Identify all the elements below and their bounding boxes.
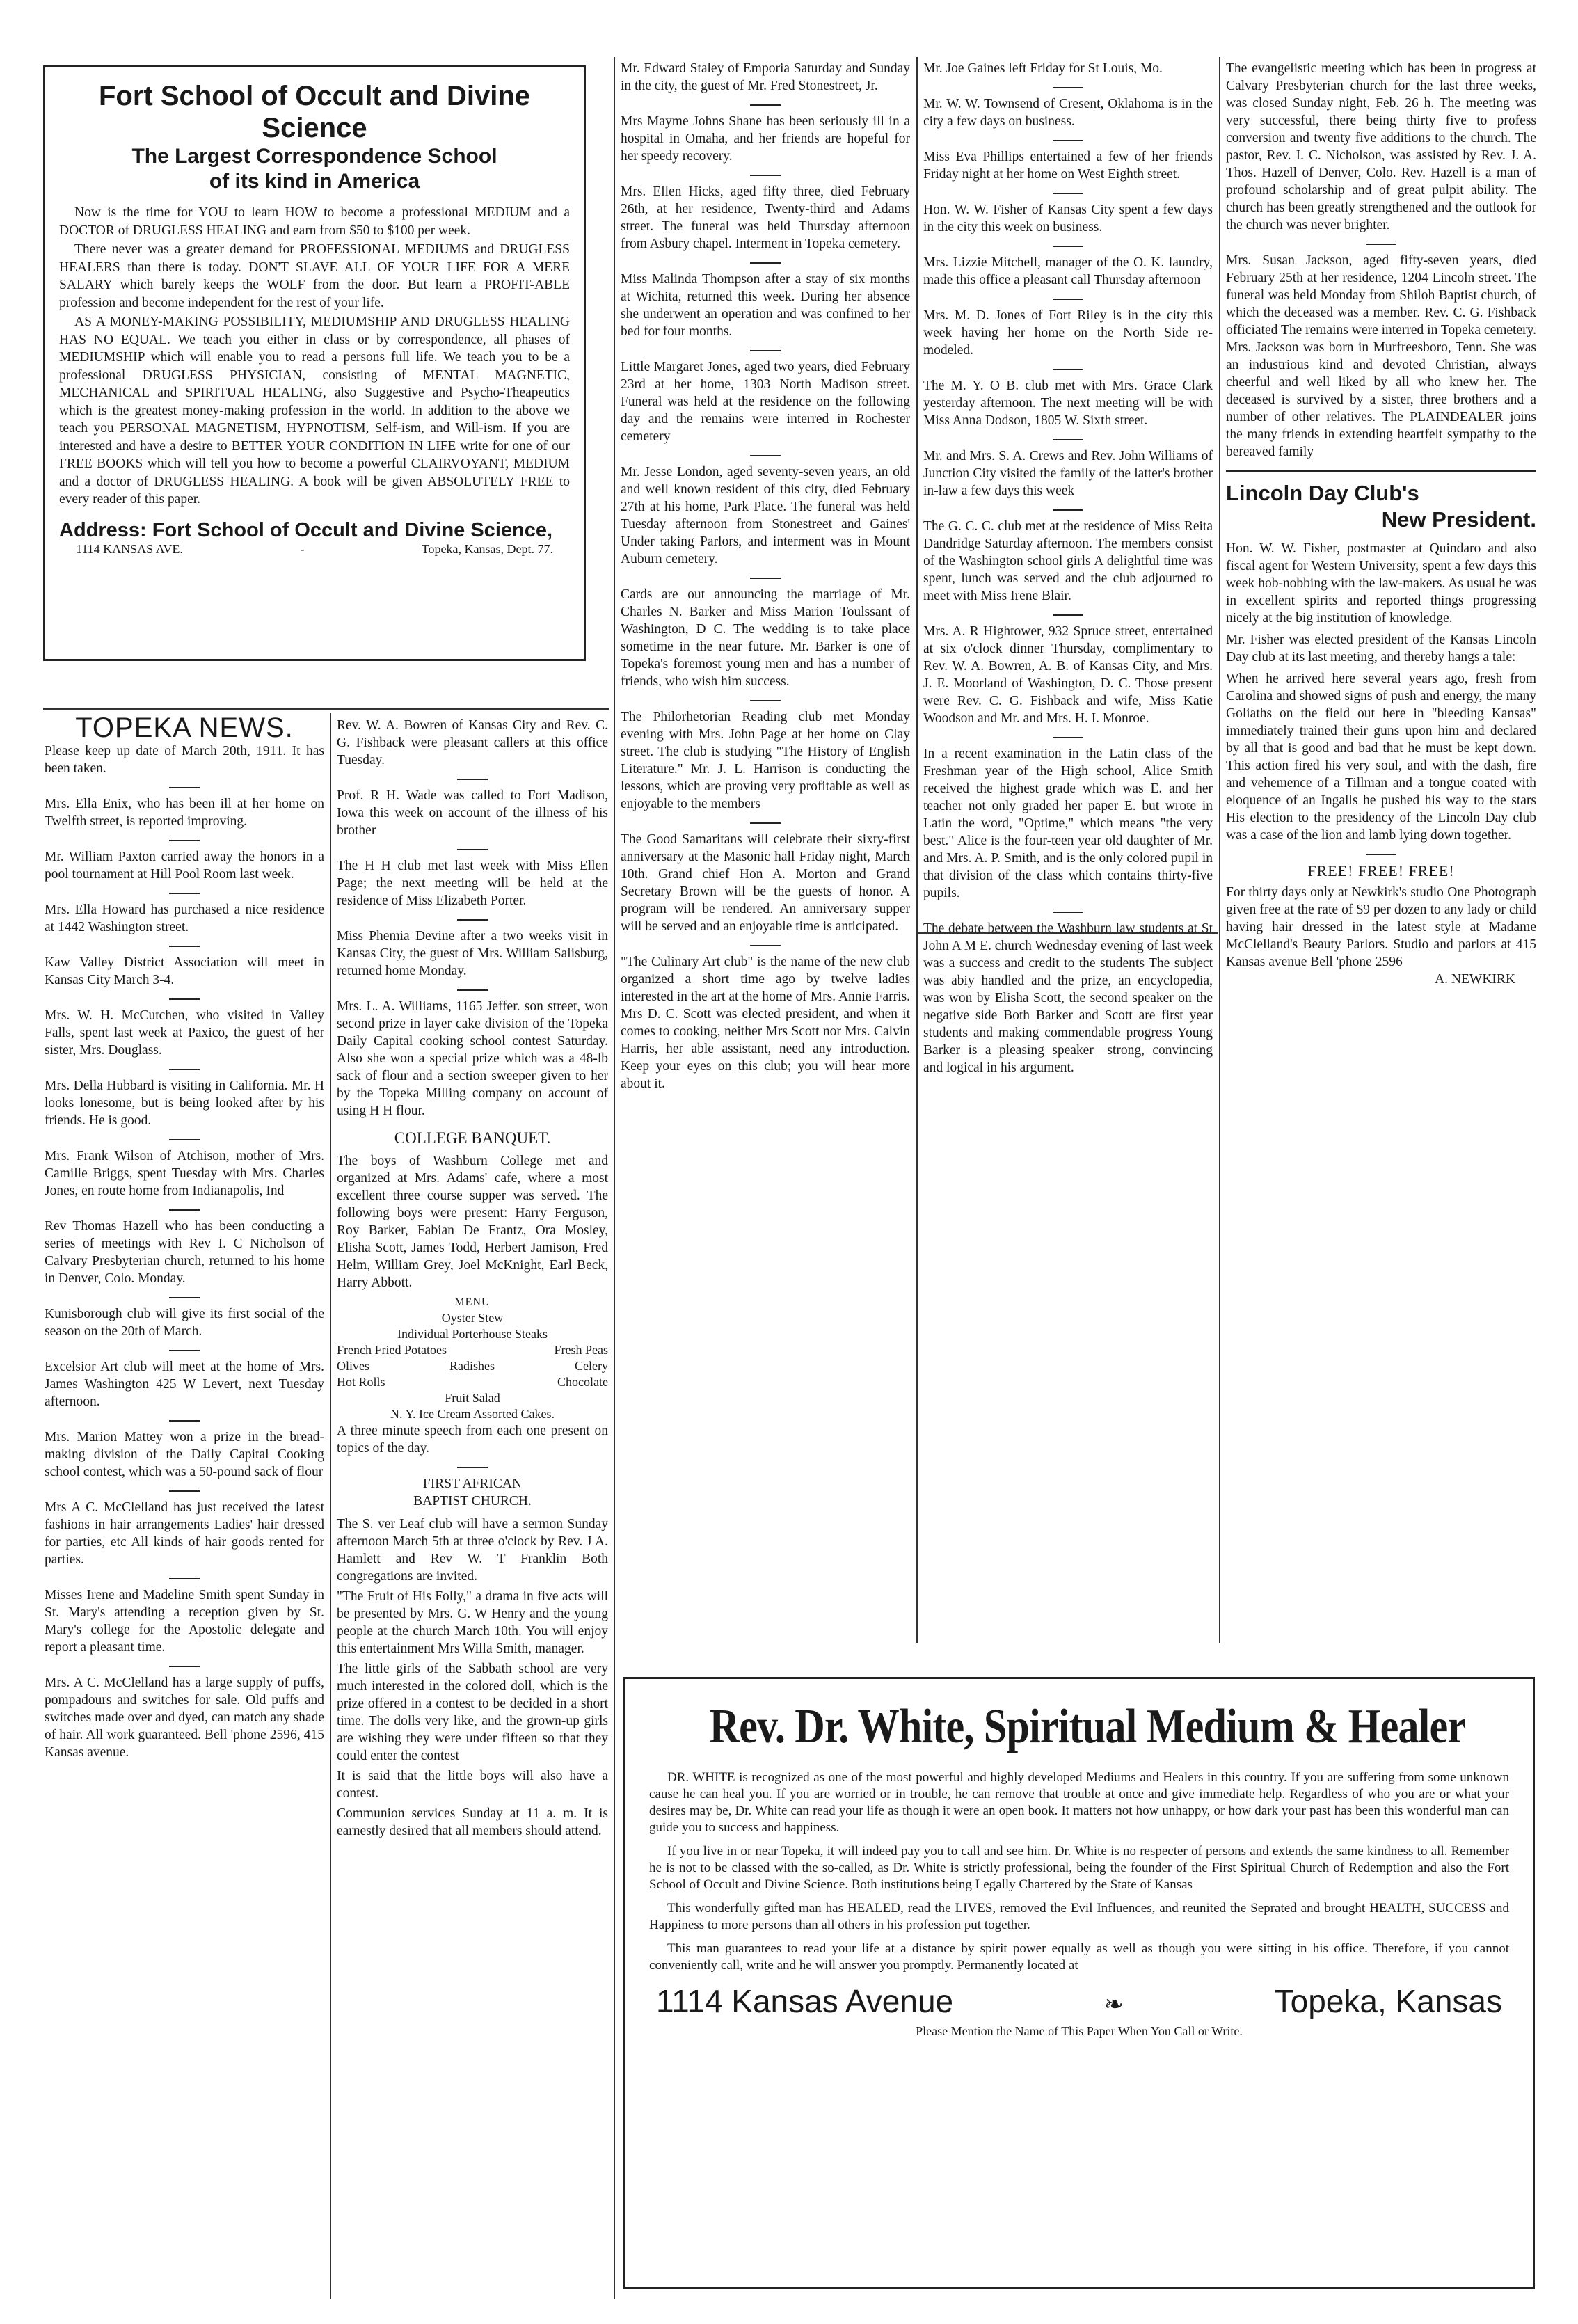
news-column-5 [1226,60,1536,1653]
news-item: The evangelistic meeting which has been in progress at Calvary Presbyterian church for the last three weeks, was closed Sunday night, Feb. 26 h. The meeting was very successful, there being thirty five to profess conversion and twenty five additions to the church. The pastor, Rev. I. C. Nicholson, was assisted by Rev. J. A. Thos. Hazell of Denver, Colo. Rev. Hazell is a man of profound scholarship and of great pulpit ability. The church has been greatly strengthened and the outlook for the church was never brighter. [1226,61,1536,232]
leaf-ornament-icon: ❧ [1103,1991,1124,2018]
fort-ad-paragraph: Now is the time for YOU to learn HOW to become a professional MEDIUM and a DOCTOR of DRUGLESS HEALING and earn from $50 to $100 per week. [59,205,570,238]
menu-line: Radishes [449,1359,495,1373]
column-rule [1219,57,1220,1643]
white-ad-title: Rev. Dr. White, Spiritual Medium & Healer [709,1700,1466,1753]
news-item: Mrs. Della Hubbard is visiting in California. Mr. H looks lonesome, but is being looked after by his friends. He is good. [45,1079,324,1128]
free-ad-signature: A. NEWKIRK [1435,972,1515,987]
fort-ad-subtitle-2: of its kind in America [209,170,420,193]
free-ad-text: For thirty days only at Newkirk's studio One Photograph given free at the rate of $9 per dozen to any lady or child having hair dressed in the latest style at Madame McClelland's Beauty Parlors. Studio and parlors at 415 Kansas avenue Bell 'phone 2596 [1226,885,1536,969]
fort-ad-paragraph: AS A MONEY-MAKING POSSIBILITY, MEDIUMSHIP AND DRUGLESS HEALING HAS NO EQUAL. We teach you either in class or by correspondence, all phases of MEDIUMSHIP which will enable you to read a persons full life. We teach you to be a professional DRUGLESS PHYSICIAN, consisting of MENTAL MAGNETIC, MECHANICAL and SPIRITUAL HEALING, also Suggestive and Psycho-Theapeutics which is the greatest money-making profession in the world. In addition to the above we teach you PERSONAL MAGNETISM, HYPNOTISM, Self-ism, and Will-ism. If you are interested and have a desire to BETTER YOUR CONDITION IN LIFE write for one of our FREE BOOKS which will tell you how to become a powerful CLAIRVOYANT, MEDIUM and a doctor of DRUGLESS HEALING. A book will be given ABSOLUTELY FREE to every reader of this paper. [59,315,570,507]
item-separator [1366,854,1396,855]
item-separator [169,1069,200,1070]
item-separator [1053,299,1083,300]
lincoln-title-2: New President. [1381,507,1536,532]
news-item: Mr. Edward Staley of Emporia Saturday and Sunday in the city, the guest of Mr. Fred Stonestreet, Jr. [621,61,910,93]
news-item: The S. ver Leaf club will have a sermon Sunday afternoon March 5th at three o'clock by Rev. J A. Hamlett and Rev W. T Franklin Both congregations are invited. [337,1517,608,1584]
free-photo-ad [1226,862,1536,988]
topeka-news-column-2 [337,717,608,2303]
white-ad-paragraph: This wonderfully gifted man has HEALED, read the LIVES, removed the Evil Influences, and reunited the Seprated and brought HEALTH, SUCCESS and Happiness to more persons than all others in his profession put together. [649,1901,1509,1932]
news-item: Mrs. M. D. Jones of Fort Riley is in the city this week having her home on the North Side re-modeled. [923,308,1213,358]
item-separator [1053,140,1083,141]
news-item: Mrs. Ellen Hicks, aged fifty three, died February 26th, at her residence, Twenty-third and Adams street. The funeral was held Thursday afternoon from Asbury chapel. Interment in Topeka cemetery. [621,184,910,251]
banquet-text: The boys of Washburn College met and organized at Mrs. Adams' cafe, where a most excellent three course supper was served. The following boys were present: Harry Ferguson, Roy Barker, Fabian De Frantz, Ora Mosley, Elisha Scott, James Todd, Herbert Jamison, Fred Helm, William Grey, Joel McKnight, Earl Beck, Harry Abbott. [337,1154,608,1290]
news-item: Mrs. Ella Howard has purchased a nice residence at 1442 Washington street. [45,902,324,934]
white-ad-paragraph: This man guarantees to read your life at a distance by spirit power equally as well as though you were sitting in his office. Therefore, if you cannot conveniently call, write and he will answer you promptly. Permanently located at [649,1941,1509,1973]
news-item: Mr. W. W. Townsend of Cresent, Oklahoma is in the city a few days on business. [923,97,1213,129]
menu-row [337,1342,608,1358]
news-item: Kunisborough club will give its first social of the season on the 20th of March. [45,1307,324,1339]
item-separator [750,455,781,456]
white-ad-paragraph: If you live in or near Topeka, it will indeed pay you to call and see him. Dr. White is no respecter of persons and extends the same kindness to all. Remember he is not to be classed with the so-called, as Dr. White is strictly professional, being the founder of the First Spiritual Church of Redemption and also the Fort School of Occult and Divine Science. Both institutions being Legally Chartered by the State of Kansas [649,1844,1509,1892]
news-item: Rev. W. A. Bowren of Kansas City and Rev. C. G. Fishback were pleasant callers at this office Tuesday. [337,718,608,767]
news-item: Mrs A C. McClelland has just received the latest fashions in hair arrangements Ladies' hair dressed for parties, etc All kinds of hair goods rented for parties. [45,1500,324,1567]
lincoln-title-1: Lincoln Day Club's [1226,481,1419,505]
item-separator [457,849,488,850]
item-separator [457,1467,488,1468]
news-item: Misses Irene and Madeline Smith spent Sunday in St. Mary's attending a reception given by St. Mary's college for the Apostolic delegate and report a pleasant time. [45,1588,324,1655]
news-item: Mrs. A C. McClelland has a large supply of puffs, pompadours and switches for sale. Old puffs and switches made over and dyed, can match any shade of hair. All work guaranteed. Bell 'phone 2596, 415 Kansas avenue. [45,1676,324,1760]
menu-line: Individual Porterhouse Steaks [397,1327,548,1341]
item-separator [169,1297,200,1298]
news-item: Mrs Mayme Johns Shane has been seriously ill in a hospital in Omaha, and her friends are hopeful for her speedy recovery. [621,114,910,164]
column-rule [916,57,918,1643]
news-item: Mrs. L. A. Williams, 1165 Jeffer. son street, won second prize in layer cake division of the Topeka Daily Capital cooking school contest Saturday. Also she won a special prize which was a 48-lb sack of flour and a section sweeper given to her by the Topeka Milling company on account of using H H flour. [337,999,608,1118]
item-separator [1053,614,1083,616]
news-item: Mr. and Mrs. S. A. Crews and Rev. John Williams of Junction City visited the family of the latter's brother in-law a few days this week [923,449,1213,498]
news-item: Rev Thomas Hazell who has been conducting a series of meetings with Rev I. C Nicholson of Calvary Presbyterian church, returned to his home in Denver, Colo. Monday. [45,1219,324,1286]
item-separator [169,1350,200,1351]
menu-row [337,1374,608,1390]
lincoln-paragraph: Mr. Fisher was elected president of the Kansas Lincoln Day club at its last meeting, and thereby hangs a tale: [1226,632,1536,664]
news-item: Hon. W. W. Fisher of Kansas City spent a few days in the city this week on business. [923,202,1213,234]
white-ad-location [649,1982,1509,2020]
news-item: Miss Phemia Devine after a two weeks visit in Kansas City, the guest of Mrs. William Salisburg, returned home Monday. [337,929,608,978]
news-item: Cards are out announcing the marriage of Mr. Charles N. Barker and Miss Marion Toulssant of Washington, D C. The wedding is to take place sometime in the near future. Mr. Barker is one of Topeka's foremost young men and has a number of friends, who wish him success. [621,587,910,689]
item-separator [750,578,781,579]
item-separator [169,840,200,841]
news-item: Mrs. A. R Hightower, 932 Spruce street, entertained at six o'clock dinner Thursday, complimentary to Rev. W. A. Bowren, A. B. of Kansas City, and Mrs. J. E. Moorland of Washington, D. C. Those present were Rev. C. G. Fishback and wife, Miss Katie Woodson and Mr. and Mrs. H. I. Monroe. [923,624,1213,726]
item-separator [169,1139,200,1140]
item-separator [1053,193,1083,194]
item-separator [750,262,781,264]
item-separator [169,1209,200,1211]
item-separator [169,998,200,1000]
item-separator [1053,439,1083,440]
item-separator [1053,87,1083,88]
white-ad-street: 1114 Kansas Avenue [656,1983,954,2019]
news-item: Mr. William Paxton carried away the honors in a pool tournament at Hill Pool Room last week. [45,850,324,882]
fort-ad-address-line [59,542,570,557]
fort-ad-address: Address: Fort School of Occult and Divine Science, [59,518,553,541]
news-item: Kaw Valley District Association will meet in Kansas City March 3-4. [45,955,324,987]
fort-ad-paragraph: There never was a greater demand for PROFESSIONAL MEDIUMS and DRUGLESS HEALERS than there is today. DON'T SLAVE ALL OF YOUR LIFE FOR A MERE SALARY which barely keeps the WOLF from the door. But learn a PROFIT-ABLE profession and become independent for the rest of your life. [59,242,570,310]
lincoln-day-article [1226,480,1536,844]
menu-line: French Fried Potatoes [337,1343,447,1357]
lincoln-paragraph: Hon. W. W. Fisher, postmaster at Quindaro and also fiscal agent for Western University, spent a few days this week hob-nobbing with the law-makers. As usual he was in excellent spirits and reported things progressing nicely at the big institution of knowledge. [1226,541,1536,626]
lincoln-paragraph: When he arrived here several years ago, fresh from Carolina and showed signs of push and energy, the many Goliaths on the field out here in "bleeding Kansas" immediately trained their guns upon him and declared by all that is good and bad that he must be kept down. This action fired his very soul, and with the dash, fire and vehemence of a Tillman and a tongue coated with eloquence of an Ingalls he pushed his way to the stars His election to the presidency of the Lincoln Day club was a case of the lion and lamb lying down together. [1226,671,1536,843]
fort-ad-dash: - [300,541,305,556]
baptist-heading-1: FIRST AFRICAN [422,1477,523,1491]
news-item: Please keep up date of March 20th, 1911. It has been taken. [45,744,324,776]
news-item: The debate between the Washburn law students at St John A M E. church Wednesday evening of last week was a success and credit to the students The subject was abiy handled and the prize, an encyclopedia, was won by Elisha Scott, the second speaker on the negative side Both Barker and Scott are first year students and making commendable progress Young Barker is a pleasing speaker—strong, convincing and logical in his argument. [923,921,1213,1075]
menu-line: Olives [337,1359,369,1373]
item-separator [1053,369,1083,370]
item-separator [1053,246,1083,247]
menu-line: Chocolate [557,1375,608,1389]
news-item: Mr. Jesse London, aged seventy-seven years, an old and well known resident of this city, died February 27th at his home, Park Place. The funeral was held Tuesday afternoon from Stonestreet and Gaines' Under taking Parlors, and interment was in Mount Auburn cemetery. [621,465,910,566]
item-separator [169,1490,200,1492]
news-item: Mrs. Ella Enix, who has been ill at her home on Twelfth street, is reported improving. [45,797,324,829]
news-column-4 [923,60,1213,1643]
item-separator [169,893,200,894]
news-item: Communion services Sunday at 11 a. m. It is earnestly desired that all members should attend. [337,1806,608,1838]
news-column-3 [621,60,910,1643]
news-item: Mrs. Susan Jackson, aged fifty-seven years, died February 25th at her residence, 1204 Lincoln street. The funeral was held Monday from Shiloh Baptist church, of which the deceased was a member. Rev. C. G. Fishback officiated The remains were interred in Topeka cemetery. Mrs. Jackson was born in Murfreesboro, Tenn. She was an industrious kind and devoted Christian, always cheerful and well liked by all who knew her. The deceased is survived by a sister, three brothers and a number of other relatives. The PLAINDEALER joins the many friends in extending heartfelt sympathy to the bereaved family [1226,253,1536,459]
item-separator [750,700,781,701]
item-separator [1053,509,1083,511]
item-separator [169,1666,200,1667]
item-separator [169,787,200,788]
menu-line: Fresh Peas [554,1343,608,1357]
news-item: Mr. Joe Gaines left Friday for St Louis, Mo. [923,61,1163,76]
news-item: The Good Samaritans will celebrate their sixty-first anniversary at the Masonic hall Friday night, March 10th. Grand chief Hon A. Morton and Grand Secretary Brown will be the guests of honor. A program will be rendered. An anniversary supper will be served and an enjoyable time is anticipated. [621,832,910,934]
item-separator [169,1420,200,1422]
fort-ad-title: Fort School of Occult and Divine Science [98,81,531,143]
fort-ad-body [59,204,570,509]
news-item: Mrs. W. H. McCutchen, who visited in Valley Falls, spent last week at Paxico, the guest of her sister, Mrs. Douglass. [45,1008,324,1058]
news-item: Prof. R H. Wade was called to Fort Madison, Iowa this week on account of the illness of his brother [337,788,608,838]
white-ad-note: Please Mention the Name of This Paper When You Call or Write. [916,2024,1243,2038]
news-item: Miss Malinda Thompson after a stay of six months at Wichita, returned this week. During her absence she underwent an operation and was confined to her bed for four months. [621,272,910,339]
item-separator [1366,244,1396,245]
section-rule [43,708,609,710]
fort-ad-subtitle-1: The Largest Correspondence School [132,145,497,168]
news-item: In a recent examination in the Latin class of the Freshman year of the High school, Alice Smith received the highest grade which was E. and her teacher not only graded her paper E. but wrote in Latin the word, "Optime," which means "the very best." Alice is the four-teen year old daughter of Mr. and Mrs. A. P. Smith, and is the only colored pupil in that division of the class which contains thirty-five pupils. [923,747,1213,900]
topeka-news-title: TOPEKA NEWS. [75,717,294,743]
news-item: The M. Y. O B. club met with Mrs. Grace Clark yesterday afternoon. The next meeting will be with Miss Anna Dodson, 1805 W. Sixth street. [923,379,1213,428]
column-rule [330,713,331,2299]
column-rule [614,57,615,2299]
fort-ad-street: 1114 KANSAS AVE. [76,541,183,556]
news-item: "The Fruit of His Folly," a drama in five acts will be presented by Mrs. G. W Henry and the young people at the church March 10th. You will enjoy this entertainment Mrs Willa Smith, manager. [337,1589,608,1656]
news-item: "The Culinary Art club" is the name of the new club organized a short time ago by twelve ladies interested in the art at the home of Mrs. Annie Farris. Mrs D. C. Scott was elected president, and when it comes to cooking, neither Mrs Scott nor Mrs. Calvin Harris, her able assistant, need any introduction. Keep your eyes on this club; you will hear more about it. [621,955,910,1091]
item-separator [457,989,488,991]
item-separator [750,945,781,946]
menu-line: Hot Rolls [337,1375,385,1389]
white-ad-paragraph: DR. WHITE is recognized as one of the most powerful and highly developed Mediums and Healers in this country. If you are suffering from some unknown cause he can heal you. If you are worried or in trouble, he can remove that trouble at once and give immediate help. Regardless of who you are or what your desires may be, Dr. White can read your life as though it were an open book. It matters not how unhappy, or how dark your past has been this wonderful man can guide you to success and happiness. [649,1770,1509,1835]
item-separator [750,822,781,824]
news-item: Miss Eva Phillips entertained a few of her friends Friday night at her home on West Eighth street. [923,150,1213,182]
item-separator [1053,737,1083,738]
item-separator [457,919,488,921]
dr-white-ad [623,1677,1535,2289]
item-separator [1053,912,1083,913]
lincoln-heading [1226,480,1536,533]
menu-line: Oyster Stew [441,1311,504,1325]
news-item: The little girls of the Sabbath school are very much interested in the colored doll, which is the prize offered in a contest to be decided in a short time. The dolls very like, and the grown-up girls are wishing they were under fifteen so that they could enter the contest [337,1662,608,1763]
white-ad-body [649,1769,1509,1974]
item-separator [750,175,781,176]
white-ad-city: Topeka, Kansas [1274,1983,1502,2019]
item-separator [169,1578,200,1579]
section-rule [1226,470,1536,472]
news-item: Little Margaret Jones, aged two years, died February 23rd at her home, 1303 North Madison street. Funeral was held at the residence on the following day and the remains were interred in Rochester cemetery [621,360,910,444]
news-item: A three minute speech from each one present on topics of the day. [337,1424,608,1456]
news-item: Mrs. Frank Wilson of Atchison, mother of Mrs. Camille Briggs, spent Tuesday with Mrs. Charles Jones, en route home from Indianapolis, Ind [45,1149,324,1198]
free-ad-title: FREE! FREE! FREE! [1307,862,1455,880]
fort-school-ad [43,65,586,661]
menu-line: Fruit Salad [445,1391,500,1405]
news-item: It is said that the little boys will also have a contest. [337,1769,608,1801]
item-separator [750,104,781,106]
banquet-menu [337,1294,608,1422]
banquet-heading: COLLEGE BANQUET. [394,1129,551,1147]
news-item: Excelsior Art club will meet at the home of Mrs. James Washington 425 W Levert, next Tuesday afternoon. [45,1360,324,1409]
news-item: The H H club met last week with Miss Ellen Page; the next meeting will be held at the residence of Miss Elizabeth Porter. [337,859,608,908]
menu-title: MENU [454,1296,491,1308]
menu-line: N. Y. Ice Cream Assorted Cakes. [390,1407,555,1421]
item-separator [169,946,200,947]
item-separator [457,779,488,780]
menu-row [337,1358,608,1374]
item-separator [750,350,781,351]
baptist-heading-2: BAPTIST CHURCH. [413,1494,532,1509]
fort-ad-city: Topeka, Kansas, Dept. 77. [421,541,553,556]
menu-line: Celery [575,1359,608,1373]
news-item: Mrs. Lizzie Mitchell, manager of the O. K. laundry, made this office a pleasant call Thursday afternoon [923,255,1213,287]
news-item: The G. C. C. club met at the residence of Miss Reita Dandridge Saturday afternoon. The members consist of the Washington school girls A delightful time was spent, lunch was served and the club adjourned to meet with Miss Irene Blair. [923,519,1213,603]
news-item: Mrs. Marion Mattey won a prize in the bread-making division of the Daily Capital Cooking school contest, which was a 50-pound sack of flour [45,1430,324,1479]
news-item: The Philorhetorian Reading club met Monday evening with Mrs. John Page at her home on Clay street. The club is studying "The History of English Literature." Mr. J. L. Harrison is conducting the lessons, which are proving very profitable as well as enjoyable to the members [621,710,910,811]
topeka-news-column-1 [45,717,324,2303]
